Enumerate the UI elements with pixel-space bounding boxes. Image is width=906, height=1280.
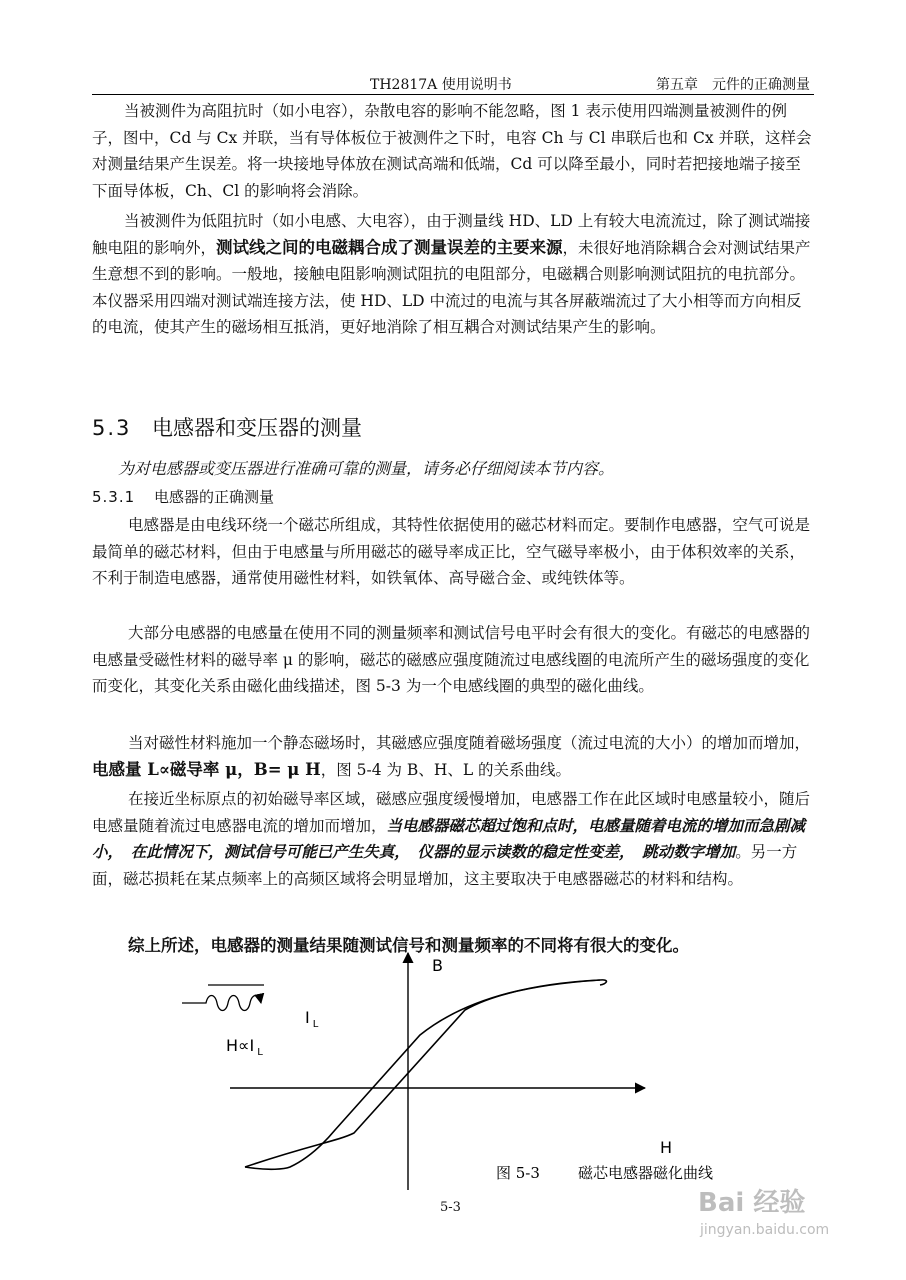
magnetization-figure: [170, 945, 740, 1195]
emphasis-warning: 当电感器磁芯超过饱和点时，电感量随着电流的增加而急剧减小， 在此情况下，测试信号可能已产生失真， 仪器的显示读数的稳定性变差， 跳动数字增加: [92, 815, 806, 861]
relation-label: [226, 1036, 263, 1058]
header-doc-title: TH2817A 使用说明书: [370, 77, 512, 93]
relation-text: H∝I: [226, 1036, 255, 1055]
current-symbol: I: [305, 1008, 310, 1027]
page-number: 5-3: [440, 1200, 461, 1215]
hysteresis-lower-branch: [245, 980, 600, 1169]
baidu-watermark: [698, 1182, 878, 1244]
current-subscript: L: [312, 1019, 319, 1030]
emphasis-text: 测试线之间的电磁耦合成了测量误差的主要来源: [216, 237, 563, 257]
section-title: 电感器和变压器的测量: [152, 416, 362, 440]
subsection-title: 电感器的正确测量: [154, 488, 275, 506]
b-axis-label: B: [432, 956, 443, 975]
subsection-heading: [92, 486, 274, 507]
coil-current-icon: [182, 996, 261, 1011]
paragraph-stray-capacitance: 当被测件为高阻抗时（如小电容），杂散电容的影响不能忽略，图 1 表示使用四端测量被测件的例子，图中，Cd 与 Cx 并联，当有导体板位于被测件之下时，电容 Ch 与 Cl 串联后也和 Cx 并联，这样会对测量结果产生误差。将一块接地导体放在测试高端和低端，Cd 可以降至最小，同时若把接地端子接至下面导体板，Ch、Cl 的影响将会消除。: [92, 102, 812, 200]
paragraph-static-field: [92, 730, 814, 783]
figure-caption-text: 磁芯电感器磁化曲线: [578, 1164, 714, 1182]
paragraph-text: 。另一方面，磁芯损耗在某点频率上的高频区域将会明显增加，这主要取决于电感器磁芯的材料和结构。: [92, 843, 798, 888]
paragraph-text: 当被测件为低阻抗时（如小电感、大电容），由于测量线 HD、LD 上有较大电流流过，除了测试端接触电阻的影响外，: [92, 212, 811, 257]
hysteresis-upper-branch: [245, 980, 606, 1167]
paragraph-text: 在接近坐标原点的初始磁导率区域，磁感应强度缓慢增加，电感器工作在此区域时电感量较小，随后电感量随着流过电感器电流的增加而增加，: [92, 790, 811, 835]
paragraph-text: ，图 5-4 为 B、H、L 的关系曲线。: [320, 760, 572, 779]
paragraph-text: 当对磁性材料施加一个静态磁场时，其磁感应强度随着磁场强度（流过电流的大小）的增加而增加，: [128, 734, 811, 752]
section-number: 5.3: [92, 416, 132, 440]
current-label: [305, 1008, 319, 1030]
paragraph-saturation: [92, 786, 814, 892]
h-axis-label: H: [660, 1138, 673, 1157]
figure-caption-number: 图 5-3: [496, 1164, 540, 1182]
header-chapter: 第五章 元件的正确测量: [656, 77, 810, 93]
page-header: [92, 70, 814, 95]
paragraph-inductor-definition: 电感器是由电线环绕一个磁芯所组成，其特性依据使用的磁芯材料而定。要制作电感器，空气可说是最简单的磁芯材料，但由于电感量与所用磁芯的磁导率成正比，空气磁导率极小，由于体积效率的关系，不利于制造电感器，通常使用磁性材料，如铁氧体、高导磁合金、或纯铁体等。: [92, 516, 811, 587]
relation-subscript: L: [257, 1047, 263, 1058]
watermark-url: jingyan.baidu.com: [700, 1222, 830, 1238]
section-intro: 为对电感器或变压器进行准确可靠的测量，请务必仔细阅读本节内容。: [118, 459, 615, 478]
paragraph-inductance-variation: 大部分电感器的电感量在使用不同的测量频率和测试信号电平时会有很大的变化。有磁芯的电感器的电感量受磁性材料的磁导率 μ 的影响，磁芯的磁感应强度随流过电感线圈的电流所产生的磁场强度的变化而变化，其变化关系由磁化曲线描述，图 5-3 为一个电感线圈的典型的磁化曲线。: [92, 624, 811, 695]
paragraph-low-impedance: [92, 208, 814, 341]
subsection-number: 5.3.1: [92, 488, 136, 506]
paragraph-text: ，未很好地消除耦合会对测试结果产生意想不到的影响。一般地，接触电阻影响测试阻抗的电阻部分，电磁耦合则影响测试阻抗的电抗部分。本仪器采用四端对测试端连接方法，使 HD、LD 中流过的电流与其各屏蔽端流过了大小相等而方向相反的电流，使其产生的磁场相互抵消，更好地消除了相互耦合对测试结果产生的影响。: [92, 238, 811, 336]
watermark-brand: Bai 经验: [698, 1188, 806, 1218]
emphasis-formula: 电感量 L∝磁导率 μ，B= μ H: [92, 759, 321, 779]
section-heading: [92, 412, 362, 442]
paragraph-summary: 综上所述，电感器的测量结果随测试信号和测量频率的不同将有很大的变化。: [128, 936, 689, 955]
